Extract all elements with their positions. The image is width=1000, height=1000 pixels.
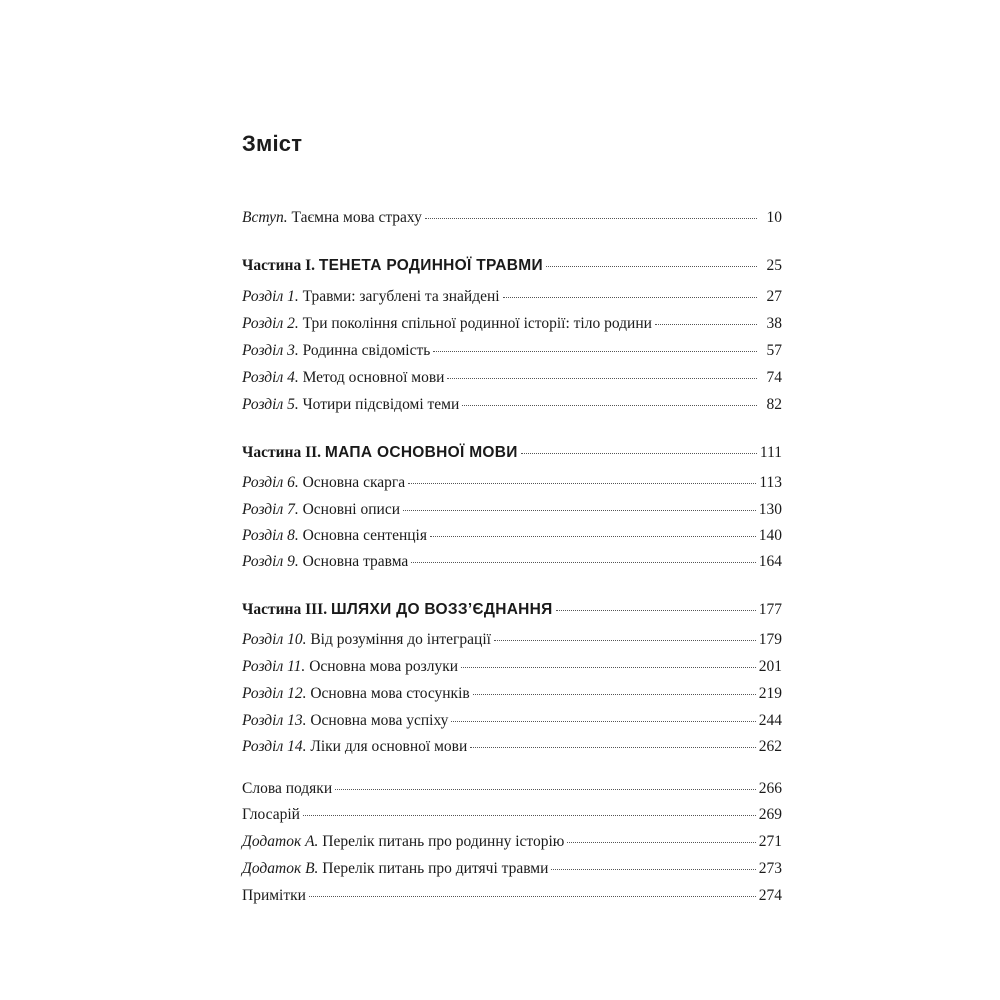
toc-page-number: 10 [766,209,782,226]
toc-page-number: 113 [759,474,782,491]
toc-chapter-11[interactable] [242,656,782,678]
toc-chapter-prefix: Розділ 12. [242,685,307,702]
toc-part-title: ТЕНЕТА РОДИННОЇ ТРАВМИ [318,257,543,274]
toc-entry-appendix-b[interactable] [242,858,782,880]
toc-entry-label [242,804,300,826]
toc-part-title: ШЛЯХИ ДО ВОЗЗ’ЄДНАННЯ [330,601,553,618]
toc-entry-acknowledgements[interactable] [242,778,782,800]
toc-part-1[interactable] [242,255,782,277]
toc-part-label [242,599,553,621]
toc-chapter-2[interactable] [242,313,782,335]
toc-chapter-prefix: Розділ 10. [242,631,307,648]
toc-entry-prefix: Додаток В. [242,860,319,877]
dot-leader [494,640,756,641]
dot-leader [567,842,755,843]
toc-chapter-label [242,710,448,732]
toc-page-number: 57 [766,342,782,359]
dot-leader [303,815,756,816]
toc-chapter-title: Від розуміння до інтеграції [306,631,491,648]
toc-chapter-title: Метод основної мови [298,369,445,386]
toc-chapter-12[interactable] [242,683,782,705]
toc-page-number: 177 [758,601,782,618]
toc-entry-intro[interactable] [242,207,782,229]
toc-page-number: 140 [758,527,782,544]
toc-entry-label [242,207,422,229]
toc-page-number: 27 [766,288,782,305]
toc-page-number: 273 [758,860,782,877]
toc-entry-label [242,885,306,907]
dot-leader [425,218,757,219]
toc-chapter-title: Ліки для основної мови [306,738,468,755]
toc-chapter-title: Травми: загублені та знайдені [298,288,500,305]
toc-chapter-10[interactable] [242,629,782,651]
toc-chapter-9[interactable] [242,551,782,573]
dot-leader [521,453,757,454]
toc-page-number: 179 [758,631,782,648]
dot-leader [408,483,756,484]
toc-chapter-prefix: Розділ 6. [242,474,299,491]
toc-chapter-1[interactable] [242,286,782,308]
dot-leader [433,351,757,352]
toc-chapter-5[interactable] [242,394,782,416]
dot-leader [403,510,756,511]
toc-chapter-label [242,313,652,335]
toc-entry-label [242,778,332,800]
toc-chapter-prefix: Розділ 9. [242,553,299,570]
toc-chapter-title: Основна мова стосунків [306,685,470,702]
toc-chapter-label [242,525,427,547]
dot-leader [309,896,756,897]
toc-chapter-7[interactable] [242,499,782,521]
toc-entry-title: Перелік питань про родинну історію [318,833,565,850]
toc-part-label [242,442,518,464]
toc-chapter-title: Основна мова успіху [306,712,449,729]
toc-chapter-label [242,629,491,651]
toc-chapter-label [242,367,444,389]
toc-page-number: 130 [758,501,782,518]
toc-chapter-prefix: Розділ 7. [242,501,299,518]
toc-page-number: 25 [766,257,782,274]
toc-chapter-label [242,340,430,362]
toc-part-prefix: Частина ІІІ. [242,601,331,618]
toc-page-number: 164 [758,553,782,570]
toc-page-number: 219 [758,685,782,702]
toc-chapter-6[interactable] [242,472,782,494]
toc-chapter-8[interactable] [242,525,782,547]
toc-chapter-label [242,683,470,705]
toc-entry-prefix: Додаток А. [242,833,319,850]
toc-page-number: 244 [758,712,782,729]
toc-page-number: 271 [758,833,782,850]
toc-page-number: 274 [758,887,782,904]
toc-chapter-prefix: Розділ 11. [242,658,306,675]
toc-entry-appendix-a[interactable] [242,831,782,853]
toc-chapter-prefix: Розділ 14. [242,738,307,755]
toc-part-title: МАПА ОСНОВНОЇ МОВИ [324,444,518,461]
toc-part-prefix: Частина ІІ. [242,444,325,461]
dot-leader [451,721,755,722]
toc-page-number: 82 [766,396,782,413]
toc-chapter-4[interactable] [242,367,782,389]
toc-chapter-label [242,472,405,494]
toc-entry-glossary[interactable] [242,804,782,826]
toc-entry-title: Перелік питань про дитячі травми [318,860,549,877]
toc-chapter-title: Основна сентенція [298,527,427,544]
toc-page-number: 266 [758,780,782,797]
toc-part-label [242,255,543,277]
dot-leader [473,694,756,695]
toc-chapter-prefix: Розділ 1. [242,288,299,305]
dot-leader [335,789,756,790]
toc-chapter-label [242,656,458,678]
toc-entry-title: Примітки [242,887,306,904]
toc-chapter-title: Основна скарга [298,474,406,491]
dot-leader [655,324,757,325]
toc-chapter-prefix: Розділ 2. [242,315,299,332]
toc-part-2[interactable] [242,442,782,464]
toc-chapter-label [242,736,467,758]
toc-chapter-prefix: Розділ 3. [242,342,299,359]
toc-entry-title: Глосарій [242,806,300,823]
toc-chapter-label [242,551,408,573]
toc-chapter-title: Основна травма [298,553,409,570]
toc-entry-prefix: Вступ. [242,209,288,226]
dot-leader [447,378,757,379]
toc-chapter-label [242,499,400,521]
dot-leader [556,610,756,611]
toc-chapter-prefix: Розділ 5. [242,396,299,413]
dot-leader [411,562,755,563]
toc-page-number: 111 [759,444,782,461]
toc-chapter-3[interactable] [242,340,782,362]
toc-chapter-title: Основні описи [298,501,401,518]
toc-entry-label [242,858,548,880]
toc-chapter-title: Основна мова розлуки [305,658,459,675]
toc-chapter-title: Чотири підсвідомі теми [298,396,460,413]
dot-leader [470,747,755,748]
toc-part-prefix: Частина І. [242,257,319,274]
toc-page-number: 262 [758,738,782,755]
toc-page-number: 38 [766,315,782,332]
toc-chapter-prefix: Розділ 8. [242,527,299,544]
toc-chapter-label [242,286,500,308]
dot-leader [462,405,757,406]
toc-entry-title: Таємна мова страху [287,209,422,226]
dot-leader [546,266,757,267]
toc-chapter-title: Три покоління спільної родинної історії: тіло родини [298,315,652,332]
toc-chapter-prefix: Розділ 4. [242,369,299,386]
dot-leader [461,667,756,668]
page-title: Зміст [242,131,303,156]
toc-chapter-title: Родинна свідомість [298,342,431,359]
toc-chapter-label [242,394,459,416]
dot-leader [430,536,756,537]
dot-leader [551,869,755,870]
toc-part-3[interactable] [242,599,782,621]
toc-page-number: 74 [766,369,782,386]
toc-chapter-14[interactable] [242,736,782,758]
toc-chapter-prefix: Розділ 13. [242,712,307,729]
toc-entry-label [242,831,564,853]
toc-entry-notes[interactable] [242,885,782,907]
toc-page-number: 269 [758,806,782,823]
toc-page-number: 201 [758,658,782,675]
toc-chapter-13[interactable] [242,710,782,732]
toc-entry-title: Слова подяки [242,780,333,797]
dot-leader [503,297,757,298]
